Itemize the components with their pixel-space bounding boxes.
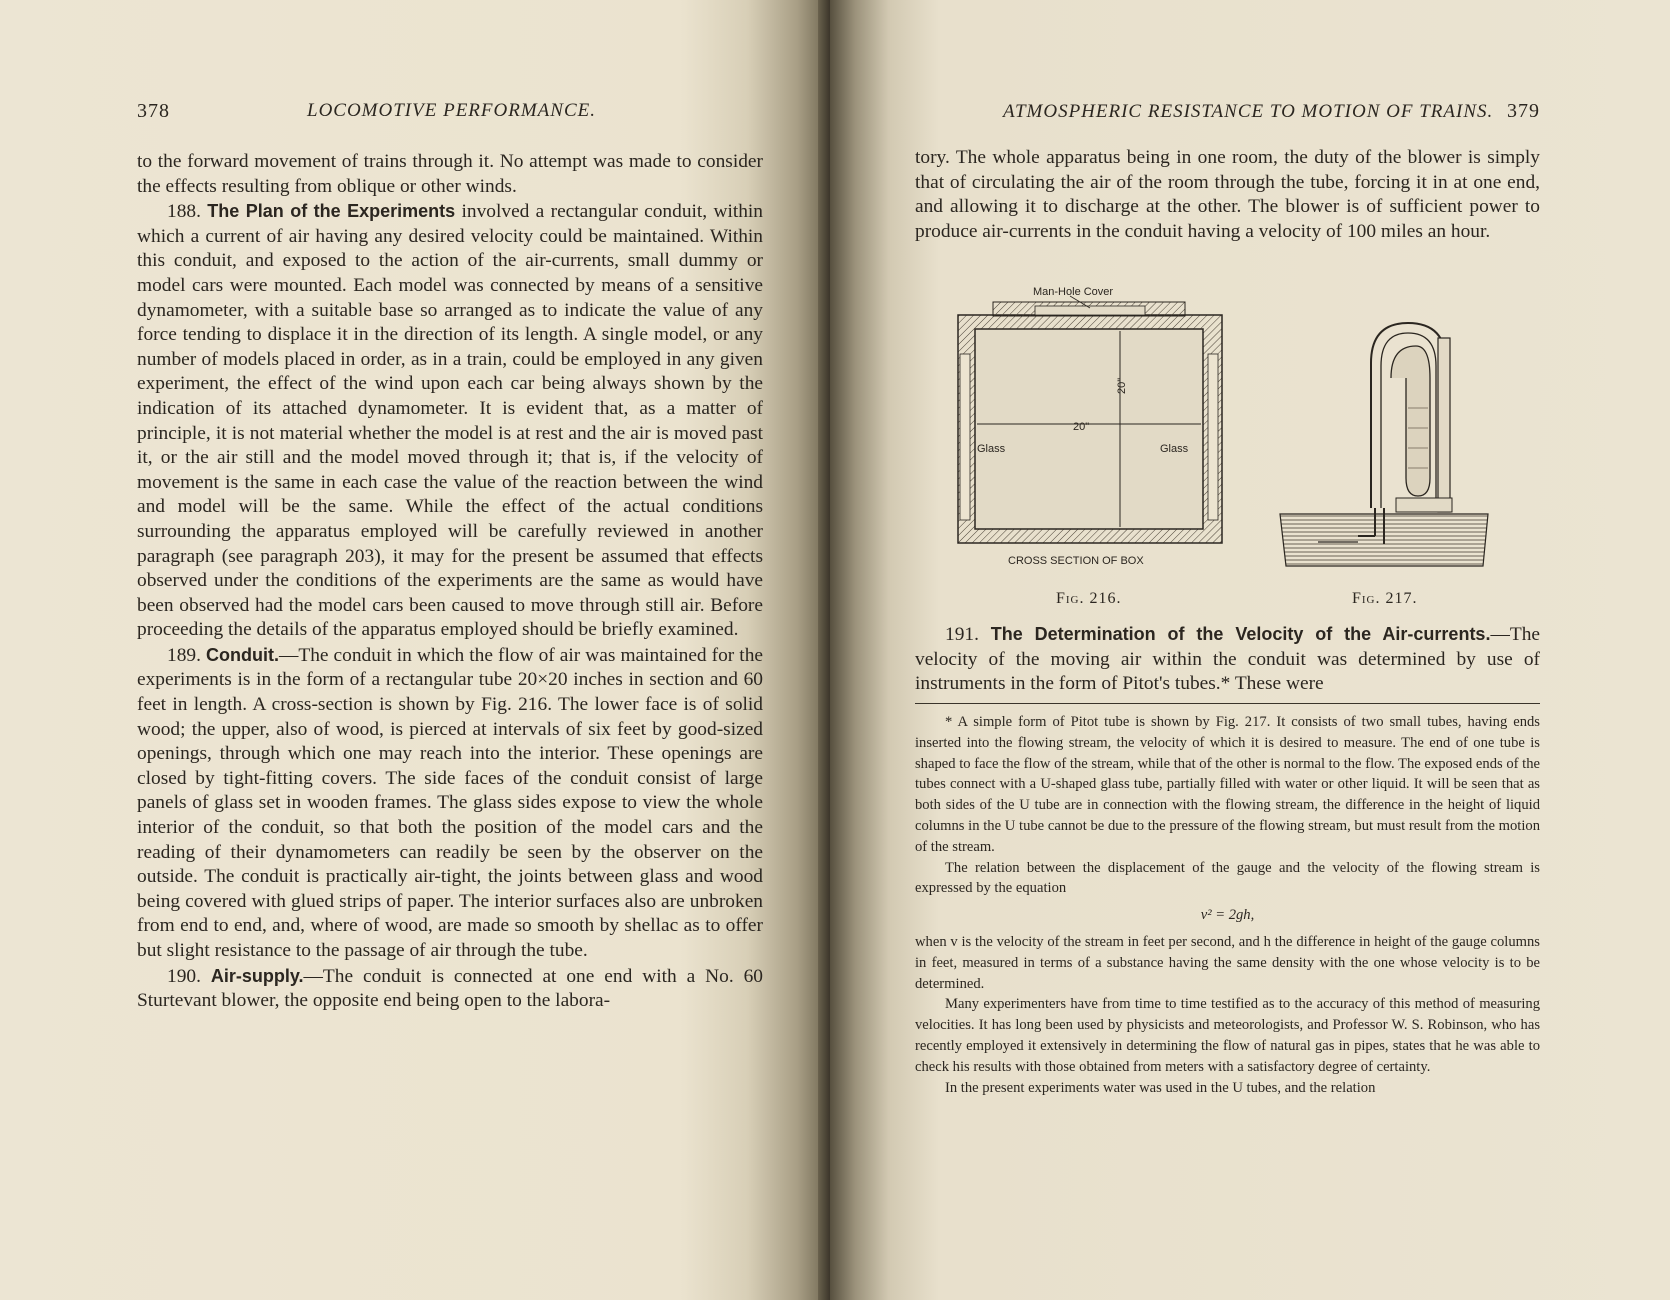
left-running-title: LOCOMOTIVE PERFORMANCE. (307, 100, 596, 121)
figure-217-pitot-tube (1278, 318, 1498, 573)
left-page (0, 0, 830, 1300)
paragraph-continued: to the forward movement of trains through it. No attempt was made to consider the effects resulting from oblique or other winds. (137, 151, 763, 197)
section-189-number: 189. (167, 644, 201, 666)
paragraph-continued-right: tory. The whole apparatus being in one room, the duty of the blower is simply that of circulating the air of the room through the tube, forcing it in at one end, and allowing it to discharge at the other. The blower is of sufficient power to produce air-currents in the conduit having a velocity of 100 miles an hour. (915, 147, 1540, 242)
figure-216-cross-section (955, 284, 1230, 569)
footnote (915, 712, 1540, 1098)
dim-20-horizontal: 20" (1073, 421, 1090, 433)
footnote-equation: v² = 2gh, (1200, 907, 1255, 924)
glass-panel-left (960, 354, 970, 520)
paragraph-188 (137, 199, 763, 643)
section-188-number: 188. (167, 201, 201, 223)
right-page-number: 379 (1507, 100, 1540, 122)
paragraph-191 (915, 622, 1540, 697)
left-page-number: 378 (137, 100, 170, 122)
gauge-base (1396, 498, 1452, 512)
left-body-text (137, 150, 763, 1014)
footnote-p3: when v is the velocity of the stream in feet per second, and h the difference in height of the gauge columns in feet, measured in terms of a substance having the same density with the one whose velocity is to be determined. (915, 933, 1540, 992)
footnote-p2: The relation between the displacement of the gauge and the velocity of the flowing stream is expressed by the equation (915, 859, 1540, 897)
label-manhole-cover: Man-Hole Cover (1033, 286, 1114, 298)
section-191-heading: The Determination of the Velocity of the Air-currents. (990, 624, 1491, 644)
right-body-text (915, 146, 1540, 244)
right-running-title: ATMOSPHERIC RESISTANCE TO MOTION OF TRAINS. (1003, 101, 1494, 122)
section-190-number: 190. (167, 965, 201, 987)
section-190-text: —The conduit is connected at one end with a No. 60 Sturtevant blower, the opposite end being open to the labora- (137, 965, 763, 1012)
dim-20-vertical: 20" (1116, 377, 1128, 394)
right-running-header (915, 100, 1540, 123)
label-cross-section: CROSS SECTION OF BOX (1008, 555, 1144, 567)
label-glass-right: Glass (1160, 443, 1189, 455)
paragraph-190 (137, 964, 763, 1014)
section-191-text: —The velocity of the moving air within the conduit was determined by use of instruments in the form of Pitot's tubes.* These were (915, 624, 1540, 695)
footnote-p4: Many experimenters have from time to time testified as to the accuracy of this method of measuring velocities. It has long been used by physicists and meteorologists, and Professor W. S. Robinson, who has recently employed it extensively in determining the flow of natural gas in pipes, states that he was able to check his results with those obtained from meters with a satisfactory degree of certainty. (915, 996, 1540, 1075)
label-glass-left: Glass (977, 443, 1006, 455)
gauge-stand (1438, 338, 1450, 512)
figure-216-caption: Fig. 216. (1056, 590, 1122, 607)
footnote-p1: * A simple form of Pitot tube is shown by Fig. 217. It consists of two small tubes, having ends inserted into the flowing stream, the velocity of which it is desired to measure. The end of one tube is shaped to face the flow of the stream, while that of the other is normal to the flow. The exposed ends of the tubes connect with a U-shaped glass tube, partially filled with water or other liquid. It will be seen that as both sides of the U tube are in connection with the flowing stream, the difference in the height of liquid columns in the U tube cannot be due to the pressure of the flowing stream, but must result from the motion of the stream. (915, 714, 1540, 855)
section-189-heading: Conduit. (205, 644, 279, 665)
section-191-number: 191. (945, 624, 979, 645)
section-188-text: involved a rectangular conduit, within which a current of air having any desired velocity could be maintained. Within this conduit, and exposed to the action of the air-currents, small dummy or model cars were mounted. Each model was connected by means of a sensitive dynamometer, with a suitable base so arranged as to indicate the value of any force tending to displace it in the direction of its length. A single model, or any number of models placed in order, as in a train, could be employed in any given experiment, the effect of the wind upon each car being always shown by the indication of its attached dynamometer. It is evident that, as a matter of principle, it is not material whether the model is at rest and the air is moved past it, or the air still and the model moved through it; that is, if the velocity of movement is the same in each case the value of the reaction between the wind and model will be the same. While the effect of the actual conditions surrounding the apparatus employed will be carefully reviewed in another paragraph (see paragraph 203), it may for the present be assumed that effects observed under the conditions of the experiments are the same as would have been observed had the model cars been caused to move through still air. Before proceeding the details of the apparatus employed should be briefly examined. (137, 201, 764, 641)
u-tube-glass (1391, 346, 1430, 496)
section-189-text: —The conduit in which the flow of air was maintained for the experiments is in the form of a rectangular tube 20×20 inches in section and 60 feet in length. A cross-section is shown by Fig. 216. The lower face is of solid wood; the upper, also of wood, is pierced at intervals of six feet by good-sized openings, through which one may reach into the interior. These openings are closed by tight-fitting covers. The side faces of the conduit consist of large panels of glass set in wooden frames. The glass sides expose to view the whole interior of the conduit, so that both the position of the model cars and the reading of their dynamometers can readily be seen by the observer on the outside. The conduit is practically air-tight, the joints between glass and wood being covered with glued strips of paper. The interior surfaces also are unbroken from end to end, and, where of wood, are made so smooth by shellac as to offer but slight resistance to the passage of air through the tube. (137, 644, 763, 961)
left-running-header (137, 100, 596, 123)
footnote-p5: In the present experiments water was used in the U tubes, and the relation (945, 1079, 1376, 1096)
section-190-heading: Air-supply. (210, 965, 304, 986)
figure-217-caption: Fig. 217. (1352, 590, 1418, 607)
section-188-heading: The Plan of the Experiments (207, 201, 456, 222)
paragraph-189 (137, 643, 763, 964)
glass-panel-right (1208, 354, 1218, 520)
footnote-rule (915, 703, 1540, 704)
section-191 (915, 622, 1540, 697)
